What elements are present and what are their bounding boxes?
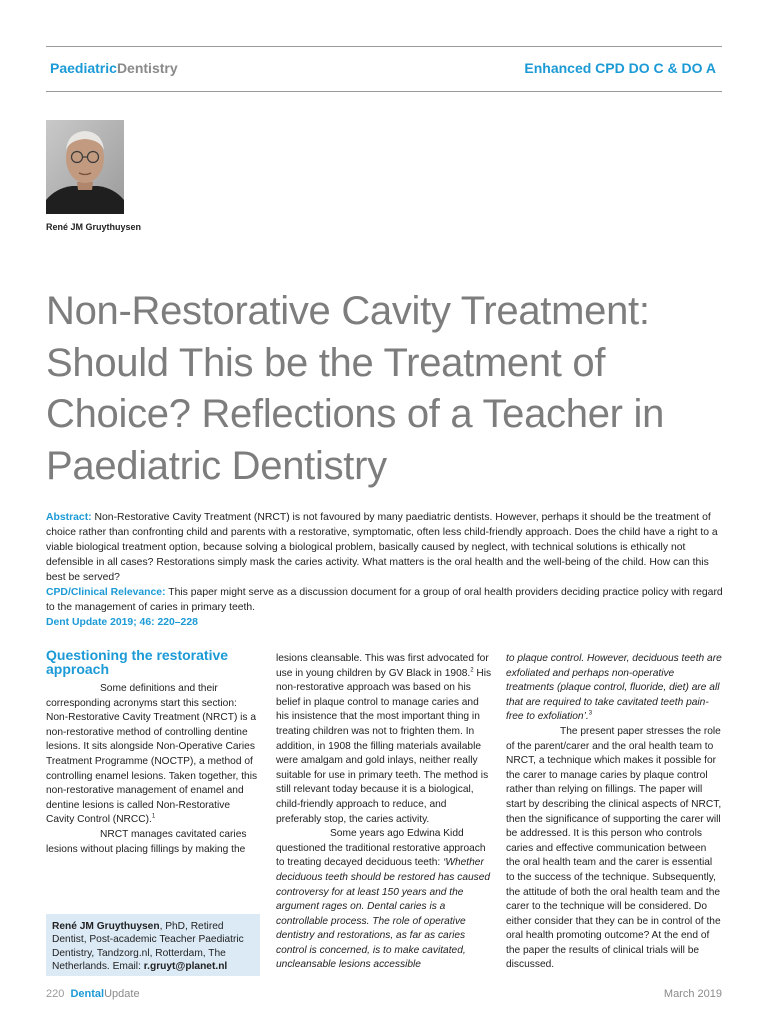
page-footer <box>46 988 722 1004</box>
reference-marker: 1 <box>151 813 156 820</box>
section-heading: Questioning the restorative approach <box>46 647 229 677</box>
author-photo-caption: René JM Gruythuysen <box>46 222 142 232</box>
cpd-relevance-paragraph <box>46 585 726 615</box>
text-column-1 <box>46 648 260 857</box>
quote-text: ‘Whether deciduous teeth should be restored has caused controversy for at least 150 years and the argument rages on. Dental caries is a controllable process. The role of operative dentistry and restorations, as far as caries control is concerned, is to make cavitated, uncleansable lesions accessible <box>276 857 491 971</box>
author-info-box <box>46 914 260 976</box>
author-details: , PhD, Retired Dentist, Post-academic Teacher Paediatric Dentistry, Tandzorg.nl, Rotterdam, The Netherlands. Email: <box>52 921 244 973</box>
cpd-relevance-text: This paper might serve as a discussion document for a group of oral health providers deciding practice policy with regard to the management of caries in primary teeth. <box>46 587 723 613</box>
text-column-3 <box>506 652 722 973</box>
journal-brand-primary: Dental <box>70 988 105 1000</box>
abstract-label: Abstract: <box>46 512 92 523</box>
section-name-secondary: Dentistry <box>116 60 178 76</box>
section-label <box>50 60 178 76</box>
body-paragraph <box>46 711 260 828</box>
article-title: Non-Restorative Cavity Treatment: Should This be the Treatment of Choice? Reflections of a Teacher in Paediatric Dentistry <box>46 289 665 488</box>
body-text: lesions cleansable. This was first advocated for use in young children by GV Black in 1908. <box>276 653 489 679</box>
body-text: Some years ago Edwina Kidd questioned the traditional restorative approach to treating decayed deciduous teeth: <box>276 828 486 869</box>
journal-brand-secondary: Update <box>104 988 140 1000</box>
abstract-text: Non-Restorative Cavity Treatment (NRCT) is not favoured by many paediatric dentists. However, perhaps it should be the treatment of choice rather than confronting child and parents with a restorative, symptomatic, often less child-friendly approach. Does the child have a right to a viable biological treatment option, because solving a biological problem, basically caused by neglect, with technical solutions is ethically not defensible in all cases? Restorations simply mask the caries activity. What matters is the oral health and the well-being of the child. How can this best be served? <box>46 512 718 583</box>
definition-text: Non-Restorative Cavity Treatment (NRCT) is a non-restorative method of controlling dentine lesions. It sits alongside Non-Operative Caries Treatment Programme (NOCTP), a method of controlling enamel lesions. Taken together, this non-restorative management of enamel and dentine lesions is called Non-Restorative Cavity Control (NRCC). <box>46 712 258 826</box>
reference-marker: 3 <box>588 710 593 717</box>
issue-date: March 2019 <box>663 988 722 1000</box>
journal-header <box>46 46 722 92</box>
page-number: 220 <box>46 988 65 1000</box>
body-paragraph: NRCT manages cavitated caries lesions without placing fillings by making the <box>46 828 247 855</box>
author-name: René JM Gruythuysen <box>52 921 160 932</box>
body-text: His non-restorative approach was based on his belief in plaque control to manage caries and his insistence that the most important thing in treating children was not to frighten them. In addition, in 1908 the filling materials available were amalgam and gold inlays, neither really suitable for use in primary teeth. The method is still relevant today because it is a biological, child-friendly approach to reduce, and preferably stop, the caries activity. <box>276 667 492 825</box>
text-column-2 <box>276 652 492 973</box>
body-paragraph: Some definitions and their corresponding acronyms start this section: <box>46 683 237 709</box>
cpd-relevance-label: CPD/Clinical Relevance: <box>46 587 166 598</box>
quote-text: to plaque control. However, deciduous teeth are exfoliated and perhaps non-operative treatments (plaque control, fluoride, diet) are all that are required to take cavitated teeth pain-free to exfoliation’. <box>506 653 722 723</box>
citation: Dent Update 2019; 46: 220–228 <box>46 617 198 628</box>
author-photo <box>46 120 124 214</box>
body-paragraph <box>506 652 722 725</box>
abstract-block <box>46 510 726 630</box>
section-name-primary: Paediatric <box>50 60 117 76</box>
cpd-label: Enhanced CPD DO C & DO A <box>524 60 716 76</box>
reference-marker: 2 <box>470 667 474 674</box>
body-paragraph <box>276 827 492 973</box>
abstract-paragraph <box>46 510 726 585</box>
body-paragraph <box>276 652 492 827</box>
author-email: r.gruyt@planet.nl <box>143 961 228 973</box>
body-paragraph: The present paper stresses the role of the parent/carer and the oral health team to NRCT, a technique which makes it possible for the carer to manage caries by plaque control rather than relying on fillings. The paper will start by describing the clinical aspects of NRCT, then the significance of supporting the carer will be addressed. It is this person who controls caries and effective communication between the oral health team and the carer is essential to the success of the technique. Subsequently, the attitude of both the oral health team and the carer to the technique will be considered. Do either consider that they can be in control of the oral health promoting outcome? At the end of the paper the results of clinical trials will be discussed. <box>506 725 722 971</box>
